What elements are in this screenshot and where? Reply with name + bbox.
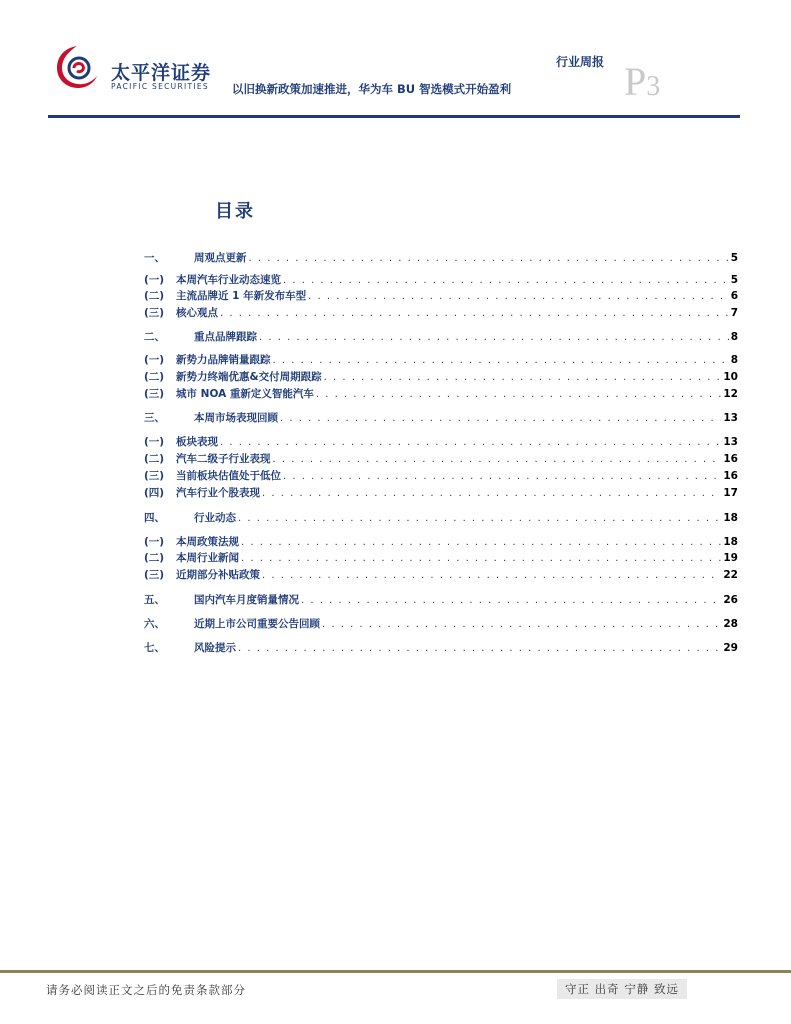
toc-title: 目录 [215,201,255,222]
toc-entry-label: 风险提示 [194,642,236,654]
toc-entry-number: (一) [144,274,165,286]
toc-dot-leader [241,551,721,567]
report-title: 以旧换新政策加速推进，华为车 BU 智选模式开始盈利 [232,82,512,96]
toc-entry[interactable] [144,352,738,368]
toc-entry-number: (三) [144,569,165,581]
toc-entry-label: 国内汽车月度销量情况 [194,594,299,606]
toc-entry-label: 汽车二级子行业表现 [176,453,271,465]
toc-entry-page: 13 [723,436,738,448]
toc-entry[interactable] [144,250,738,266]
toc-entry[interactable] [144,485,738,501]
toc-entry[interactable] [144,329,738,345]
toc-entry-label: 新势力品牌销量跟踪 [176,354,271,366]
toc-dot-leader [273,452,722,468]
toc-entry-number: (四) [144,487,165,499]
toc-entry-number: (三) [144,470,165,482]
toc-dot-leader [262,486,721,502]
toc-entry-label: 近期上市公司重要公告回顾 [194,618,320,630]
brand-name: 太平洋证券 [111,62,212,84]
toc-entry-number: 六、 [144,618,165,630]
toc-entry[interactable] [144,616,738,632]
toc-entry-page: 5 [730,274,738,286]
footer-motto: 守正 出奇 宁静 致远 [557,979,687,999]
toc-entry-label: 本周行业新闻 [176,552,239,564]
toc-entry-page: 19 [723,552,738,564]
toc-dot-leader [262,568,721,584]
toc-entry[interactable] [144,567,738,583]
brand-english-name: PACIFIC SECURITIES [111,82,209,91]
toc-entry[interactable] [144,534,738,550]
toc-entry[interactable] [144,550,738,566]
toc-entry-page: 16 [723,470,738,482]
toc-dot-leader [241,535,721,551]
page-indicator [624,59,661,107]
toc-entry[interactable] [144,288,738,304]
toc-entry-label: 主流品牌近 1 年新发布车型 [176,290,307,302]
footer-disclaimer: 请务必阅读正文之后的免责条款部分 [46,983,246,997]
page-number: 3 [646,71,661,102]
toc-entry-page: 26 [723,594,738,606]
toc-entry-number: 四、 [144,512,165,524]
toc-entry-page: 22 [723,569,738,581]
toc-dot-leader [273,353,729,369]
toc-entry[interactable] [144,305,738,321]
toc-dot-leader [283,469,721,485]
toc-entry-number: (二) [144,371,165,383]
toc-entry-page: 16 [723,453,738,465]
toc-entry-label: 本周汽车行业动态速览 [176,274,281,286]
toc-entry-label: 城市 NOA 重新定义智能汽车 [176,388,314,400]
toc-dot-leader [308,289,729,305]
toc-dot-leader [283,273,729,289]
toc-entry-number: (三) [144,307,165,319]
toc-dot-leader [324,370,722,386]
toc-entry-page: 12 [723,388,738,400]
toc-entry-label: 本周市场表现回顾 [194,412,278,424]
toc-entry-label: 近期部分补贴政策 [176,569,260,581]
toc-entry-number: (二) [144,552,165,564]
toc-entry-page: 7 [730,307,738,319]
toc-entry-page: 6 [730,290,738,302]
toc-entry[interactable] [144,369,738,385]
toc-entry-page: 18 [723,536,738,548]
toc-entry-number: 五、 [144,594,165,606]
toc-entry[interactable] [144,640,738,656]
toc-entry-page: 10 [723,371,738,383]
toc-entry[interactable] [144,468,738,484]
toc-entry-number: 三、 [144,412,165,424]
toc-entry-page: 17 [723,487,738,499]
toc-entry[interactable] [144,410,738,426]
toc-dot-leader [249,251,729,267]
toc-entry-label: 当前板块估值处于低位 [176,470,281,482]
header-divider [48,115,740,118]
toc-entry-number: (一) [144,354,165,366]
toc-entry[interactable] [144,386,738,402]
toc-entry-page: 5 [730,252,738,264]
toc-entry-number: 一、 [144,252,165,264]
toc-entry[interactable] [144,434,738,450]
toc-entry-page: 29 [723,642,738,654]
toc-entry-label: 重点品牌跟踪 [194,331,257,343]
toc-entry-number: (一) [144,436,165,448]
toc-entry-label: 新势力终端优惠&交付周期跟踪 [176,371,322,383]
toc-entry[interactable] [144,510,738,526]
report-type: 行业周报 [556,55,605,69]
toc-entry-page: 28 [723,618,738,630]
toc-entry-label: 核心观点 [176,307,218,319]
toc-entry-page: 8 [730,354,738,366]
toc-entry-label: 周观点更新 [194,252,247,264]
toc-dot-leader [280,411,721,427]
toc-dot-leader [301,593,721,609]
toc-entry-number: 二、 [144,331,165,343]
pacific-securities-logo-icon [52,42,102,92]
toc-dot-leader [322,617,721,633]
footer-divider [0,970,791,973]
toc-entry-number: (二) [144,453,165,465]
toc-entry-page: 13 [723,412,738,424]
toc-dot-leader [238,641,721,657]
toc-entry-number: (三) [144,388,165,400]
toc-entry-label: 汽车行业个股表现 [176,487,260,499]
toc-entry-number: 七、 [144,642,165,654]
toc-entry-number: (一) [144,536,165,548]
toc-dot-leader [259,330,729,346]
toc-entry-label: 板块表现 [176,436,218,448]
toc-entry[interactable] [144,592,738,608]
toc-entry-page: 18 [723,512,738,524]
toc-dot-leader [316,387,722,403]
toc-dot-leader [220,435,721,451]
toc-entry-page: 8 [730,331,738,343]
toc-entry-label: 本周政策法规 [176,536,239,548]
toc-entry-number: (二) [144,290,165,302]
toc-entry[interactable] [144,272,738,288]
toc-entry-label: 行业动态 [194,512,236,524]
toc-entry[interactable] [144,451,738,467]
page-letter: P [624,59,647,104]
toc-dot-leader [238,511,721,527]
toc-dot-leader [220,306,729,322]
